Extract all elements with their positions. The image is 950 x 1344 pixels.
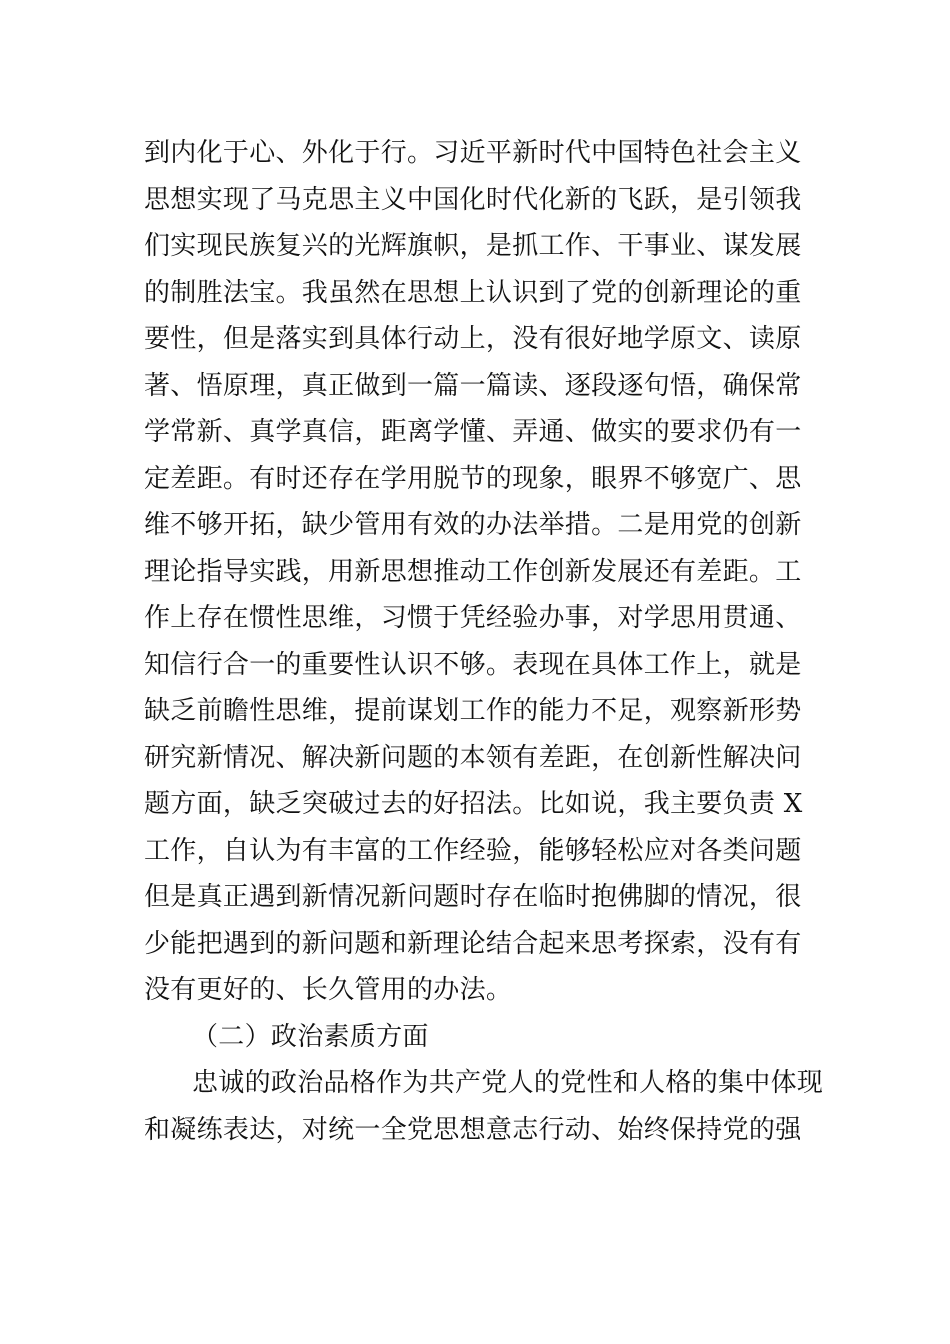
- text-line: 少能把遇到的新问题和新理论结合起来思考探索，没有有: [144, 928, 802, 959]
- paragraph-first-line: 忠诚的政治品格作为共产党人的党性和人格的集中体现: [192, 1068, 824, 1098]
- text-line: 要性，但是落实到具体行动上，没有很好地学原文、读原: [144, 324, 802, 354]
- text-line: 知信行合一的重要性认识不够。表现在具体工作上，就是: [144, 649, 802, 680]
- text-line: 们实现民族复兴的光辉旗帜，是抓工作、干事业、谋发展: [144, 231, 802, 261]
- text-line: 研究新情况、解决新问题的本领有差距，在创新性解决问: [144, 742, 802, 773]
- text-line: 著、悟原理，真正做到一篇一篇读、逐段逐句悟，确保常: [144, 370, 802, 401]
- text-line: 没有更好的、长久管用的办法。: [144, 975, 513, 1005]
- text-line: 工作，自认为有丰富的工作经验，能够轻松应对各类问题: [144, 835, 802, 866]
- text-line: 学常新、真学真信，距离学懂、弄通、做实的要求仍有一: [144, 417, 802, 447]
- text-line: 维不够开拓，缺少管用有效的办法举措。二是用党的创新: [144, 510, 802, 540]
- text-line: 定差距。有时还存在学用脱节的现象，眼界不够宽广、思: [144, 463, 802, 494]
- text-line: 理论指导实践，用新思想推动工作创新发展还有差距。工: [144, 556, 802, 587]
- text-line: 但是真正遇到新情况新问题时存在临时抱佛脚的情况，很: [144, 882, 802, 912]
- text-line: 作上存在惯性思维，习惯于凭经验办事，对学思用贯通、: [144, 603, 802, 633]
- text-line: 缺乏前瞻性思维，提前谋划工作的能力不足，观察新形势: [144, 696, 802, 726]
- text-line: 的制胜法宝。我虽然在思想上认识到了党的创新理论的重: [144, 277, 802, 308]
- body-text: [144, 130, 824, 1153]
- text-line: 思想实现了马克思主义中国化时代化新的飞跃，是引领我: [144, 184, 802, 215]
- section-heading: （二）政治素质方面: [192, 1021, 429, 1052]
- text-line: 到内化于心、外化于行。习近平新时代中国特色社会主义: [144, 138, 802, 168]
- text-line: 和凝练表达，对统一全党思想意志行动、始终保持党的强: [144, 1114, 802, 1145]
- text-line: 题方面，缺乏突破过去的好招法。比如说，我主要负责 X: [144, 789, 803, 819]
